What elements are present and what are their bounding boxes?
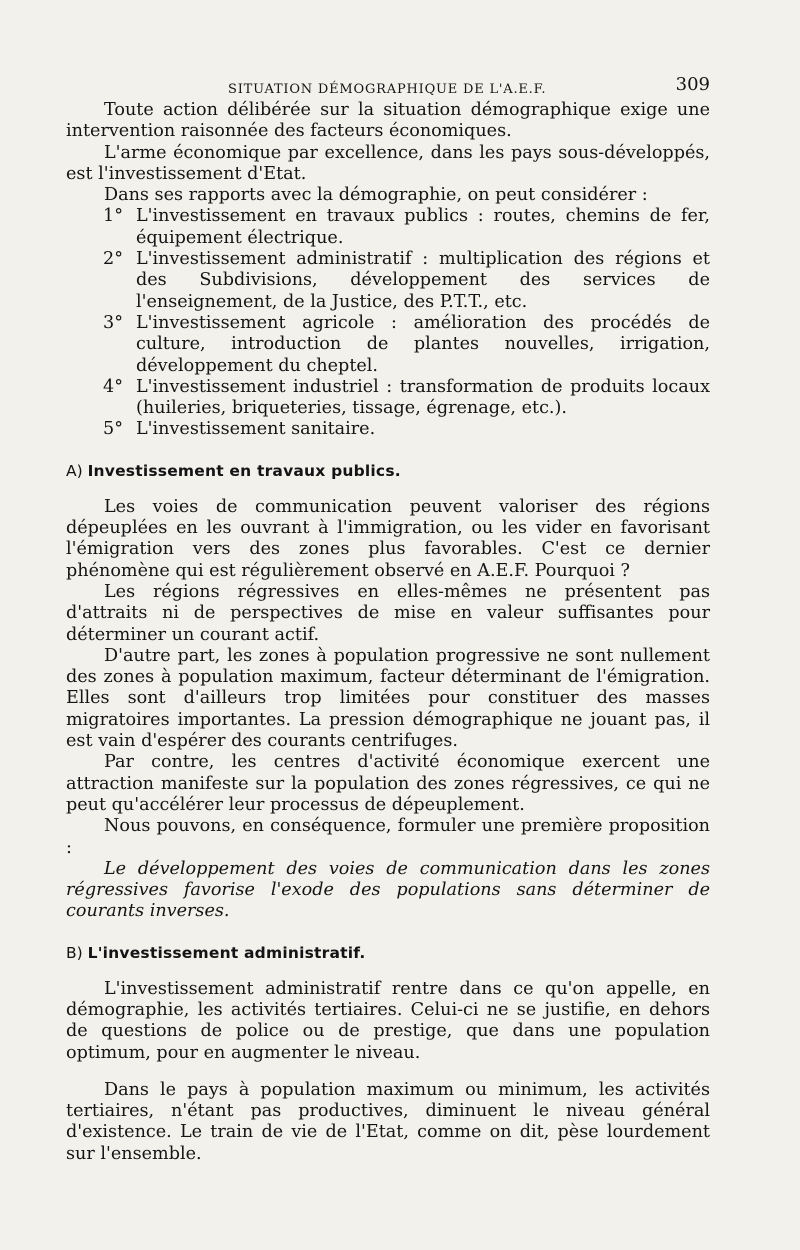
- section-b-title: L'investissement administratif.: [87, 943, 366, 962]
- list-item: [66, 249, 710, 313]
- intro-paragraph-3: Dans ses rapports avec la démographie, on peut considérer :: [104, 185, 648, 206]
- list-number: 1°: [103, 206, 123, 227]
- running-title: SITUATION DÉMOGRAPHIQUE DE L'A.E.F.: [228, 82, 547, 97]
- section-a-proposition: Le développement des voies de communication dans les zones régressives favorise l'exode des populations sans déterminer de courants inverses.: [66, 858, 710, 922]
- section-b-heading: [66, 943, 710, 963]
- list-item: [66, 206, 710, 249]
- list-text: L'investissement industriel : transformation de produits locaux (huileries, briqueteries, tissage, égrenage, etc.).: [136, 376, 710, 419]
- page-number: 309: [675, 74, 710, 95]
- section-b-paragraph-1: L'investissement administratif rentre dans ce qu'on appelle, en démographie, les activités tertiaires. Celui-ci ne se justifie, en dehors de questions de police ou de prestige, que dans une population optimum, pour en augmenter le niveau.: [66, 978, 710, 1063]
- list-text: L'investissement agricole : amélioration des procédés de culture, introduction de plantes nouvelles, irrigation, développement du cheptel.: [136, 312, 710, 376]
- intro-paragraph-2: L'arme économique par excellence, dans les pays sous-développés, est l'investissement d'Etat.: [66, 142, 710, 184]
- list-text: L'investissement administratif : multiplication des régions et des Subdivisions, développement des services de l'enseignement, de la Justice, des P.T.T., etc.: [136, 249, 710, 312]
- intro-paragraph-1: Toute action délibérée sur la situation démographique exige une intervention raisonnée des facteurs économiques.: [66, 100, 710, 142]
- list-item: [66, 377, 710, 420]
- section-a-heading: [66, 461, 710, 481]
- running-header: [66, 74, 710, 98]
- list-number: 3°: [103, 312, 123, 333]
- list-number: 4°: [103, 376, 123, 397]
- list-item: [66, 313, 710, 377]
- section-a-paragraph-3: D'autre part, les zones à population progressive ne sont nullement des zones à population maximum, facteur déterminant de l'émigration. Elles sont d'ailleurs trop limitées pour constituer des masses migratoires importantes. La pression démographique ne jouant pas, il est vain d'espérer des courants centrifuges.: [66, 645, 710, 752]
- list-item: [66, 419, 710, 440]
- list-number: 5°: [103, 419, 123, 440]
- investment-list: [66, 206, 710, 440]
- section-a-letter: A): [66, 461, 83, 480]
- list-text: L'investissement en travaux publics : routes, chemins de fer, équipement électrique.: [136, 206, 710, 248]
- section-a-paragraph-5: Nous pouvons, en conséquence, formuler une première proposition :: [66, 816, 710, 858]
- list-text: L'investissement sanitaire.: [136, 419, 376, 440]
- section-a-paragraph-2: Les régions régressives en elles-mêmes ne présentent pas d'attraits ni de perspectives de mise en valeur suffisantes pour déterminer un courant actif.: [66, 581, 710, 645]
- section-b-paragraph-2: Dans le pays à population maximum ou minimum, les activités tertiaires, n'étant pas productives, diminuent le niveau général d'existence. Le train de vie de l'Etat, comme on dit, pèse lourdement sur l'ensemble.: [66, 1079, 710, 1164]
- section-a-paragraph-4: Par contre, les centres d'activité économique exercent une attraction manifeste sur la population des zones régressives, ce qui ne peut qu'accélérer leur processus de dépeuplement.: [66, 752, 710, 815]
- list-number: 2°: [103, 249, 123, 270]
- section-a-title: Investissement en travaux publics.: [87, 461, 401, 480]
- section-a-paragraph-1: Les voies de communication peuvent valoriser des régions dépeuplées en les ouvrant à l'immigration, ou les vider en favorisant l'émigration vers des zones plus favorables. C'est ce dernier phénomène qui est régulièrement observé en A.E.F. Pourquoi ?: [66, 496, 710, 581]
- section-b-letter: B): [66, 943, 83, 962]
